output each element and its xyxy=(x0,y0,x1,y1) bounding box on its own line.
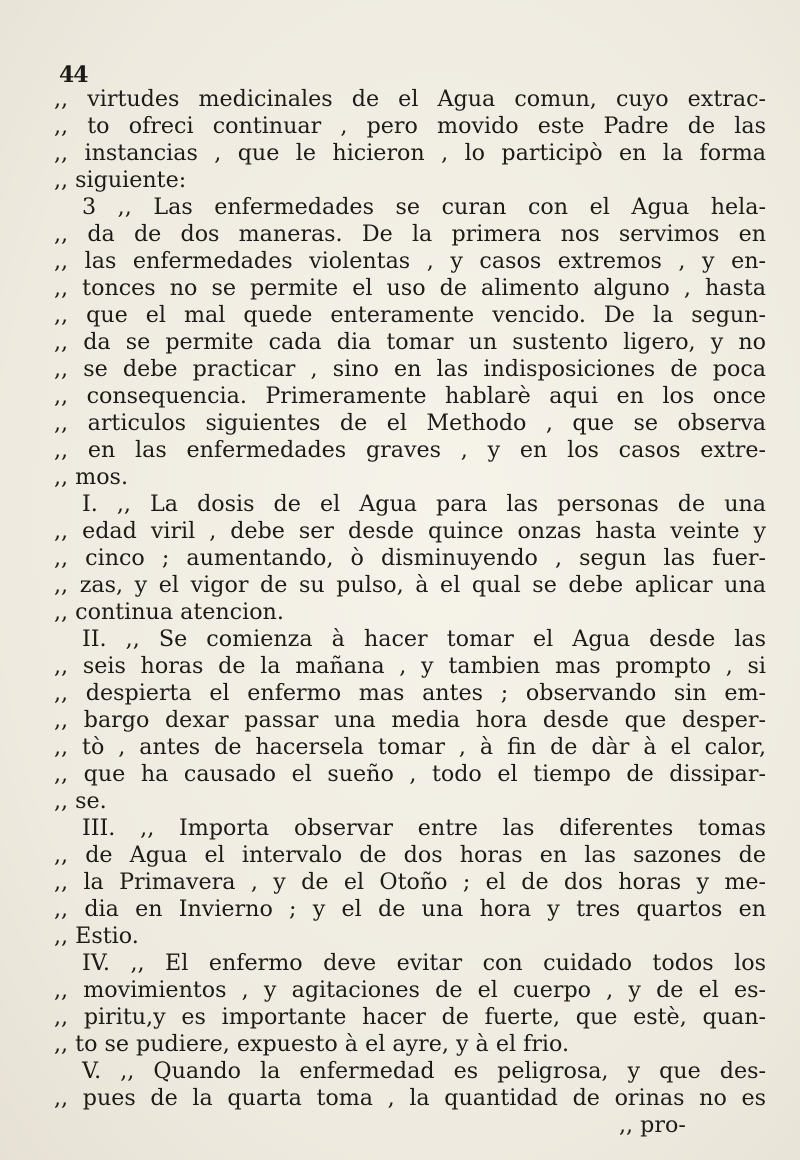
text-line: ,, virtudes medicinales de el Agua comun, cuyo extrac- xyxy=(54,86,766,112)
page-number: 44 xyxy=(59,62,88,88)
text-line: ,, edad viril , debe ser desde quince onzas hasta veinte y xyxy=(54,518,766,544)
text-line: ,, en las enfermedades graves , y en los casos extre- xyxy=(54,437,766,463)
text-line: ,, seis horas de la mañana , y tambien mas prompto , si xyxy=(54,653,766,679)
text-line: ,, articulos siguientes de el Methodo , que se observa xyxy=(54,410,766,436)
text-line: ,, se. xyxy=(54,788,107,814)
text-line: ,, da de dos maneras. De la primera nos servimos en xyxy=(54,221,766,247)
text-line: ,, siguiente: xyxy=(54,167,187,193)
body-text xyxy=(54,86,766,1139)
text-line: I. ,, La dosis de el Agua para las personas de una xyxy=(82,491,766,517)
text-line: ,, movimientos , y agitaciones de el cuerpo , y de el es- xyxy=(54,977,766,1003)
text-line: ,, to se pudiere, expuesto à el ayre, y à el frio. xyxy=(54,1031,570,1057)
text-line: ,, to ofreci continuar , pero movido este Padre de las xyxy=(54,113,766,139)
text-line: ,, despierta el enfermo mas antes ; observando sin em- xyxy=(54,680,766,706)
text-line: ,, las enfermedades violentas , y casos extremos , y en- xyxy=(54,248,766,274)
text-line: ,, zas, y el vigor de su pulso, à el qual se debe aplicar una xyxy=(54,572,766,598)
text-line: ,, pues de la quarta toma , la quantidad de orinas no es xyxy=(54,1085,766,1111)
text-line: ,, que el mal quede enteramente vencido. De la segun- xyxy=(54,302,766,328)
text-line: ,, tonces no se permite el uso de alimento alguno , hasta xyxy=(54,275,766,301)
text-line: ,, de Agua el intervalo de dos horas en las sazones de xyxy=(54,842,766,868)
text-line: ,, consequencia. Primeramente hablarè aqui en los once xyxy=(54,383,766,409)
text-line: ,, continua atencion. xyxy=(54,599,284,625)
text-line: IV. ,, El enfermo deve evitar con cuidado todos los xyxy=(82,950,766,976)
text-line: V. ,, Quando la enfermedad es peligrosa, y que des- xyxy=(82,1058,766,1084)
text-line: ,, Estio. xyxy=(54,923,139,949)
catchword: ,, pro- xyxy=(619,1112,686,1138)
text-line: 3 ,, Las enfermedades se curan con el Agua hela- xyxy=(82,194,766,220)
text-line: ,, que ha causado el sueño , todo el tiempo de dissipar- xyxy=(54,761,766,787)
text-line: II. ,, Se comienza à hacer tomar el Agua desde las xyxy=(82,626,766,652)
text-line: ,, cinco ; aumentando, ò disminuyendo , segun las fuer- xyxy=(54,545,766,571)
text-line: ,, la Primavera , y de el Otoño ; el de dos horas y me- xyxy=(54,869,766,895)
text-line: ,, mos. xyxy=(54,464,128,490)
text-line: ,, se debe practicar , sino en las indisposiciones de poca xyxy=(54,356,766,382)
text-line: ,, da se permite cada dia tomar un sustento ligero, y no xyxy=(54,329,766,355)
text-line: ,, dia en Invierno ; y el de una hora y tres quartos en xyxy=(54,896,766,922)
text-line: ,, piritu,y es importante hacer de fuerte, que estè, quan- xyxy=(54,1004,766,1030)
text-line: ,, tò , antes de hacersela tomar , à fin de dàr à el calor, xyxy=(54,734,766,760)
text-line: III. ,, Importa observar entre las diferentes tomas xyxy=(82,815,766,841)
text-line: ,, bargo dexar passar una media hora desde que desper- xyxy=(54,707,766,733)
text-line: ,, instancias , que le hicieron , lo participò en la forma xyxy=(54,140,766,166)
